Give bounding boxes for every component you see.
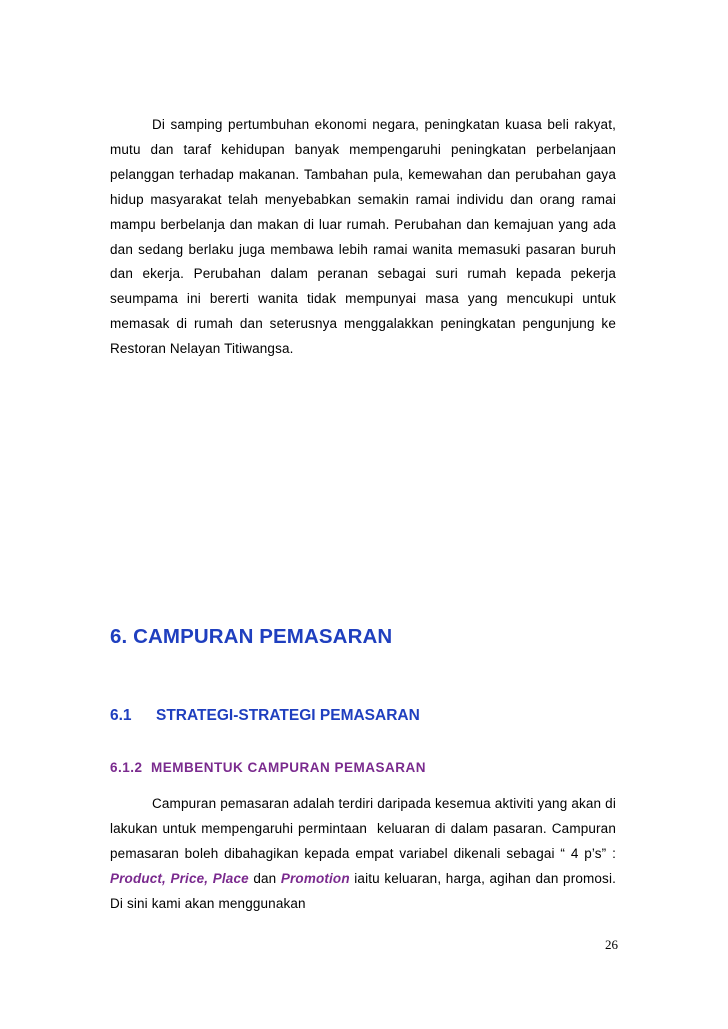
subsection-heading — [110, 707, 420, 725]
paragraph-text-a: Campuran pemasaran adalah terdiri daripada kesemua aktiviti yang akan di lakukan untuk mempengaruhi permintaan keluaran di dalam pasaran. Campuran pemasaran boleh dibahagikan kepada empat variabel dikenali sebagai “ 4 p’s” : — [110, 796, 624, 861]
subsection-number: 6.1 — [110, 707, 132, 724]
body-paragraph-text: Di samping pertumbuhan ekonomi negara, peningkatan kuasa beli rakyat, mutu dan taraf kehidupan banyak mempengaruhi peningkatan perbelanjaan pelanggan terhadap makanan. Tambahan pula, kemewahan dan perubahan gaya hidup masyarakat telah menyebabkan semakin ramai individu dan orang ramai mampu berbelanja dan makan di luar rumah. Perubahan dan kemajuan yang ada dan sedang berlaku juga membawa lebih ramai wanita memasuki pasaran buruh dan ekerja. Perubahan dalam peranan sebagai suri rumah kepada pekerja seumpama ini bererti wanita tidak mempunyai masa yang mencukupi untuk memasak di rumah dan seterusnya menggalakkan peningkatan pengunjung ke Restoran Nelayan Titiwangsa. — [110, 117, 616, 357]
section-heading: 6. CAMPURAN PEMASARAN — [110, 625, 393, 648]
body-paragraph-2 — [110, 792, 624, 917]
emphasis-4ps: Product, Price, Place — [110, 870, 249, 886]
paragraph-text-c: iaitu keluaran, harga, agihan dan promosi. Di sini kami akan menggunakan — [110, 870, 617, 911]
page-number: 26 — [605, 937, 618, 952]
body-paragraph — [110, 113, 616, 362]
sub-subsection-heading: 6.1.2 MEMBENTUK CAMPURAN PEMASARAN — [110, 760, 427, 775]
subsection-title: STRATEGI-STRATEGI PEMASARAN — [156, 707, 420, 724]
emphasis-promotion: Promotion — [280, 870, 350, 886]
paragraph-text-b: dan — [253, 870, 277, 886]
